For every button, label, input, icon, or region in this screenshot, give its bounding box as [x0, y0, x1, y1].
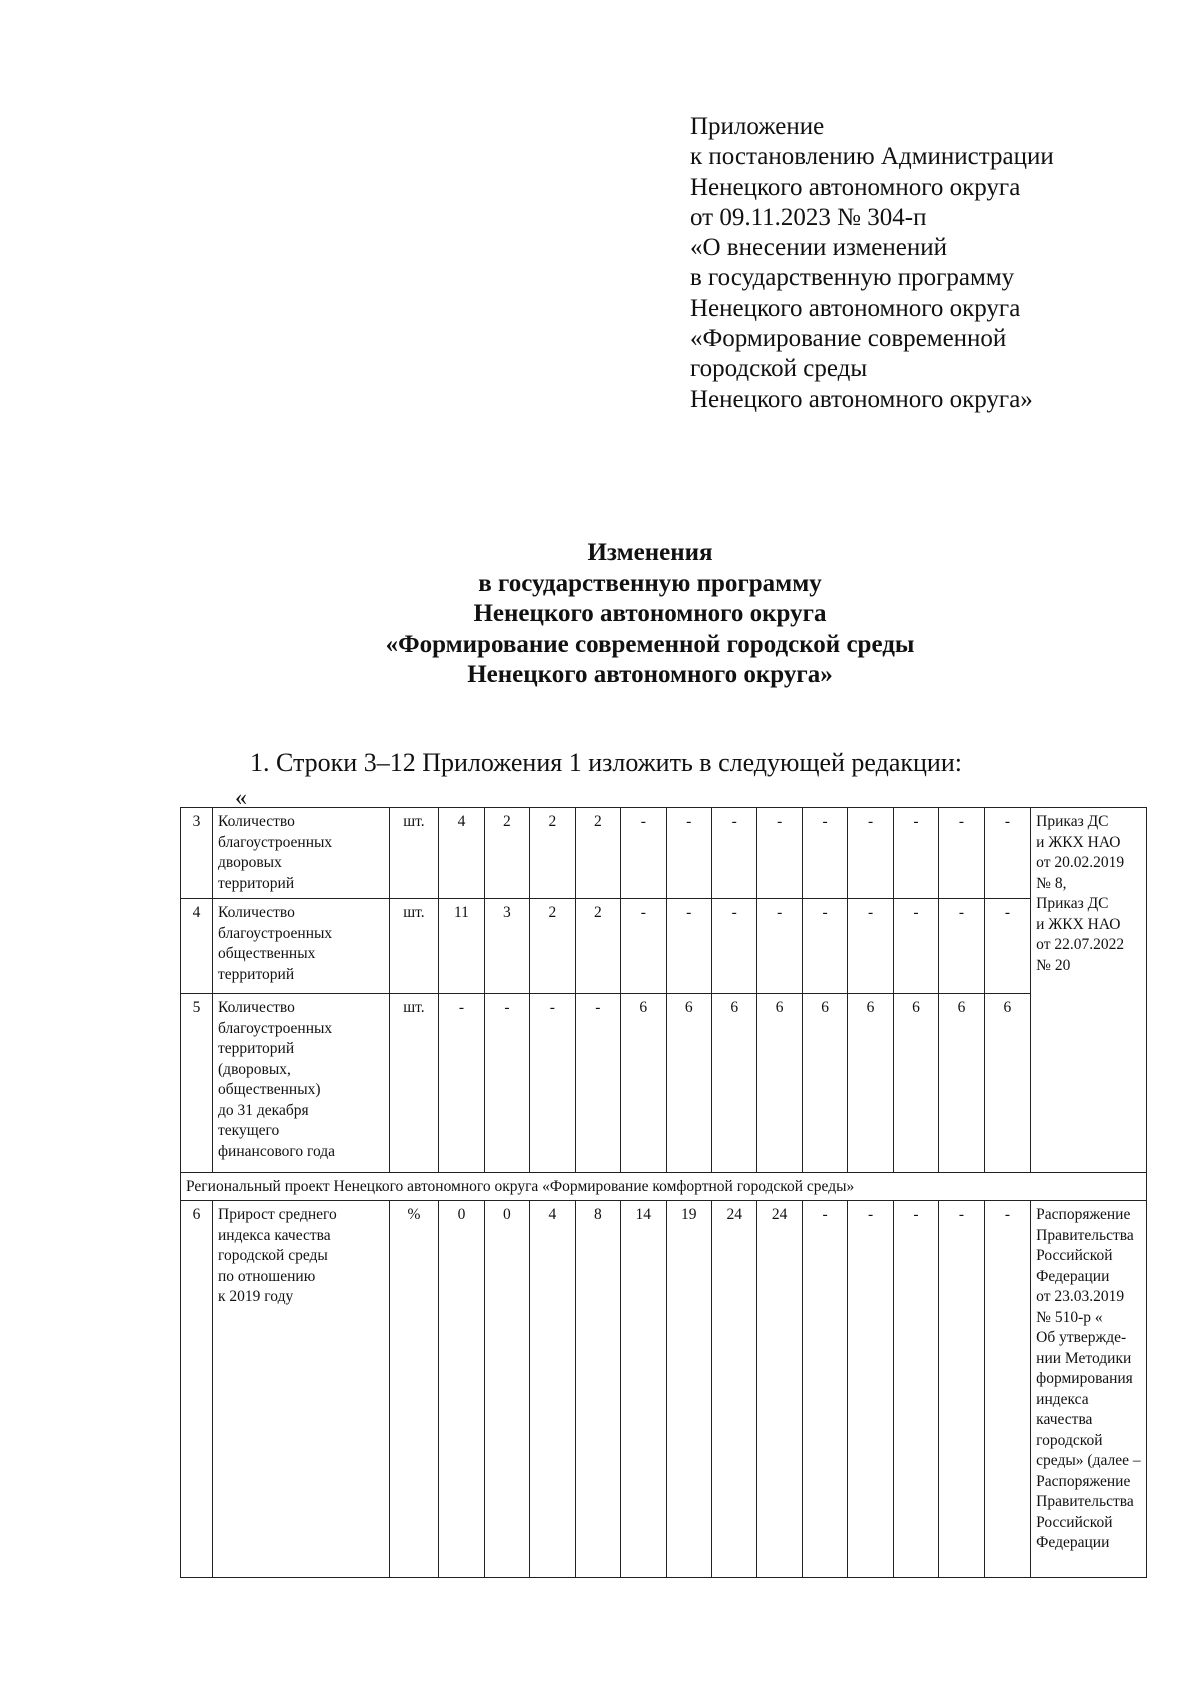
- value-cell: 24: [711, 1201, 756, 1578]
- appendix-line: Ненецкого автономного округа: [690, 173, 1021, 201]
- appendix-line: в государственную программу: [690, 264, 1015, 292]
- appendix-line: «Формирование современной: [690, 325, 1007, 353]
- value-cell: 2: [575, 808, 620, 899]
- appendix-line: городской среды: [690, 355, 868, 383]
- value-cell: -: [893, 899, 938, 994]
- indicators-table: [180, 807, 1147, 1578]
- indicator-name: Прирост среднего индекса качества городской среды по отношению к 2019 году: [213, 1201, 390, 1578]
- row-number: 4: [181, 899, 213, 994]
- value-cell: -: [666, 899, 711, 994]
- value-cell: 6: [711, 994, 756, 1173]
- value-cell: -: [984, 1201, 1030, 1578]
- value-cell: 14: [621, 1201, 666, 1578]
- unit-cell: шт.: [389, 899, 439, 994]
- appendix-line: Ненецкого автономного округа»: [690, 385, 1033, 413]
- value-cell: 6: [802, 994, 847, 1173]
- value-cell: 0: [439, 1201, 484, 1578]
- value-cell: 6: [848, 994, 893, 1173]
- indicator-name: Количество благоустроенных территорий (дворовых, общественных) до 31 декабря текущего финансового года: [213, 994, 390, 1173]
- row-number: 5: [181, 994, 213, 1173]
- appendix-line: «О внесении изменений: [690, 234, 948, 262]
- table-row: [181, 994, 1147, 1173]
- value-cell: -: [848, 899, 893, 994]
- title-line: Ненецкого автономного округа»: [467, 661, 833, 688]
- table-row: [181, 808, 1147, 899]
- value-cell: 2: [530, 899, 575, 994]
- value-cell: 2: [575, 899, 620, 994]
- value-cell: -: [802, 1201, 847, 1578]
- document-title: [0, 538, 1200, 691]
- appendix-line: от 09.11.2023 № 304-п: [690, 203, 927, 231]
- value-cell: -: [711, 808, 756, 899]
- indicator-name: Количество благоустроенных общественных территорий: [213, 899, 390, 994]
- value-cell: 24: [757, 1201, 802, 1578]
- value-cell: 6: [621, 994, 666, 1173]
- value-cell: -: [848, 1201, 893, 1578]
- value-cell: -: [484, 994, 529, 1173]
- unit-cell: шт.: [389, 808, 439, 899]
- value-cell: 6: [939, 994, 984, 1173]
- appendix-line: Ненецкого автономного округа: [690, 294, 1021, 322]
- value-cell: -: [439, 994, 484, 1173]
- value-cell: -: [939, 808, 984, 899]
- value-cell: 6: [757, 994, 802, 1173]
- value-cell: 0: [484, 1201, 529, 1578]
- table-row: [181, 1201, 1147, 1578]
- value-cell: -: [757, 808, 802, 899]
- value-cell: 19: [666, 1201, 711, 1578]
- value-cell: 6: [666, 994, 711, 1173]
- value-cell: -: [939, 1201, 984, 1578]
- value-cell: -: [939, 899, 984, 994]
- table-row: [181, 1173, 1147, 1201]
- value-cell: -: [621, 899, 666, 994]
- value-cell: -: [575, 994, 620, 1173]
- title-line: «Формирование современной городской среды: [385, 630, 915, 658]
- value-cell: 2: [530, 808, 575, 899]
- table-row: [181, 899, 1147, 994]
- title-line: Изменения: [587, 539, 713, 566]
- value-cell: 4: [530, 1201, 575, 1578]
- appendix-line: Приложение: [690, 113, 825, 140]
- value-cell: -: [893, 1201, 938, 1578]
- value-cell: -: [893, 808, 938, 899]
- value-cell: -: [666, 808, 711, 899]
- value-cell: -: [984, 899, 1030, 994]
- value-cell: 2: [484, 808, 529, 899]
- value-cell: -: [711, 899, 756, 994]
- source-document-cell: Приказ ДС и ЖКХ НАО от 20.02.2019 № 8, Приказ ДС и ЖКХ НАО от 22.07.2022 № 20: [1031, 808, 1147, 1173]
- value-cell: -: [530, 994, 575, 1173]
- unit-cell: шт.: [389, 994, 439, 1173]
- value-cell: -: [802, 808, 847, 899]
- row-number: 3: [181, 808, 213, 899]
- row-number: 6: [181, 1201, 213, 1578]
- section-header: Региональный проект Ненецкого автономного округа «Формирование комфортной городской среды»: [181, 1173, 1147, 1201]
- value-cell: 6: [984, 994, 1030, 1173]
- value-cell: 3: [484, 899, 529, 994]
- appendix-line: к постановлению Администрации: [690, 143, 1054, 171]
- unit-cell: %: [389, 1201, 439, 1578]
- value-cell: -: [802, 899, 847, 994]
- title-line: в государственную программу: [478, 569, 822, 597]
- source-document-cell: Распоряжение Правительства Российской Федерации от 23.03.2019 № 510-р « Об утвержде- нии Методики формирования индекса качества городской среды» (далее – Распоряжение Правительства Российской Федерации: [1031, 1201, 1147, 1578]
- indicator-name: Количество благоустроенных дворовых территорий: [213, 808, 390, 899]
- value-cell: 11: [439, 899, 484, 994]
- title-line: Ненецкого автономного округа: [473, 600, 827, 627]
- value-cell: -: [757, 899, 802, 994]
- value-cell: -: [621, 808, 666, 899]
- value-cell: -: [848, 808, 893, 899]
- value-cell: 6: [893, 994, 938, 1173]
- value-cell: -: [984, 808, 1030, 899]
- value-cell: 8: [575, 1201, 620, 1578]
- intro-paragraph: 1. Строки 3–12 Приложения 1 изложить в следующей редакции:: [250, 748, 962, 777]
- open-quote: «: [235, 785, 247, 811]
- appendix-header: [690, 112, 1054, 415]
- value-cell: 4: [439, 808, 484, 899]
